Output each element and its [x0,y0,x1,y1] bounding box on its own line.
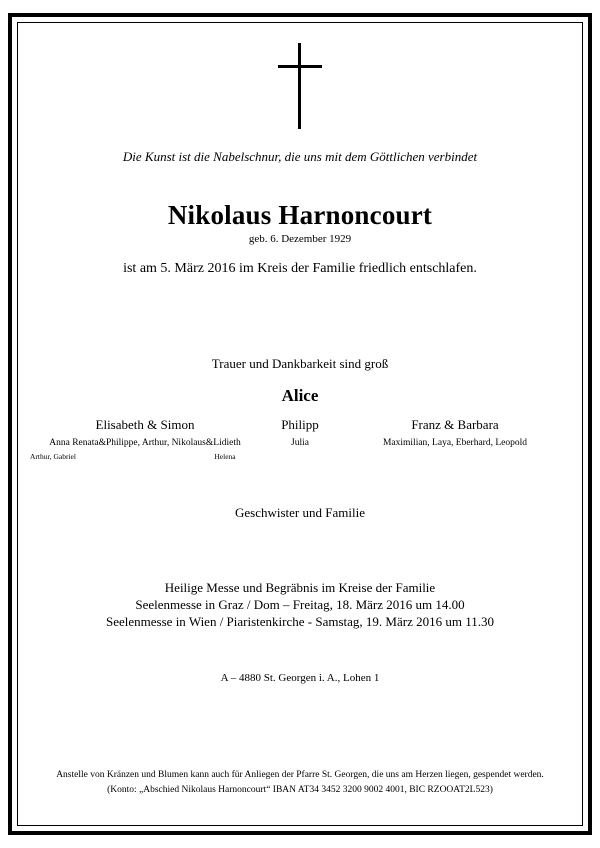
cross-icon [278,43,322,129]
siblings-line: Geschwister und Familie [235,505,365,520]
great-grandchildren-right: Helena [214,452,236,461]
birth-date: geb. 6. Dezember 1929 [248,233,352,245]
death-notice: ist am 5. März 2016 im Kreis der Familie friedlich entschlafen. [123,261,477,276]
grief-line: Trauer und Dankbarkeit sind groß [211,356,389,371]
child-1-grandchildren: Anna Renata&Philippe, Arthur, Nikolaus&Lidieth [49,438,241,448]
wife-name: Alice [281,386,319,405]
address: A – 4880 St. Georgen i. A., Lohen 1 [220,672,380,684]
child-2-grandchildren: Julia [291,438,309,448]
great-grandchildren-left: Arthur, Gabriel [30,452,76,461]
child-1-name: Elisabeth & Simon [95,417,195,432]
bank-details: (Konto: „Abschied Nikolaus Harnoncourt“ IBAN AT34 3452 3200 9002 4001, BIC RZOOAT2L523) [107,785,493,795]
service-line-3: Seelenmesse in Wien / Piaristenkirche - Samstag, 19. März 2016 um 11.30 [106,614,494,629]
service-line-1: Heilige Messe und Begräbnis im Kreise der Familie [164,580,436,595]
service-line-2: Seelenmesse in Graz / Dom – Freitag, 18. März 2016 um 14.00 [135,597,465,612]
motto: Die Kunst ist die Nabelschnur, die uns mit dem Göttlichen verbindet [122,149,478,164]
child-2-name: Philipp [281,417,319,432]
child-3-grandchildren: Maximilian, Laya, Eberhard, Leopold [382,438,528,448]
deceased-name: Nikolaus Harnoncourt [167,200,433,230]
donation-note: Anstelle von Kränzen und Blumen kann auch für Anliegen der Pfarre St. Georgen, die uns am Herzen liegen, gespendet werden. [56,770,544,780]
child-3-name: Franz & Barbara [411,417,499,432]
